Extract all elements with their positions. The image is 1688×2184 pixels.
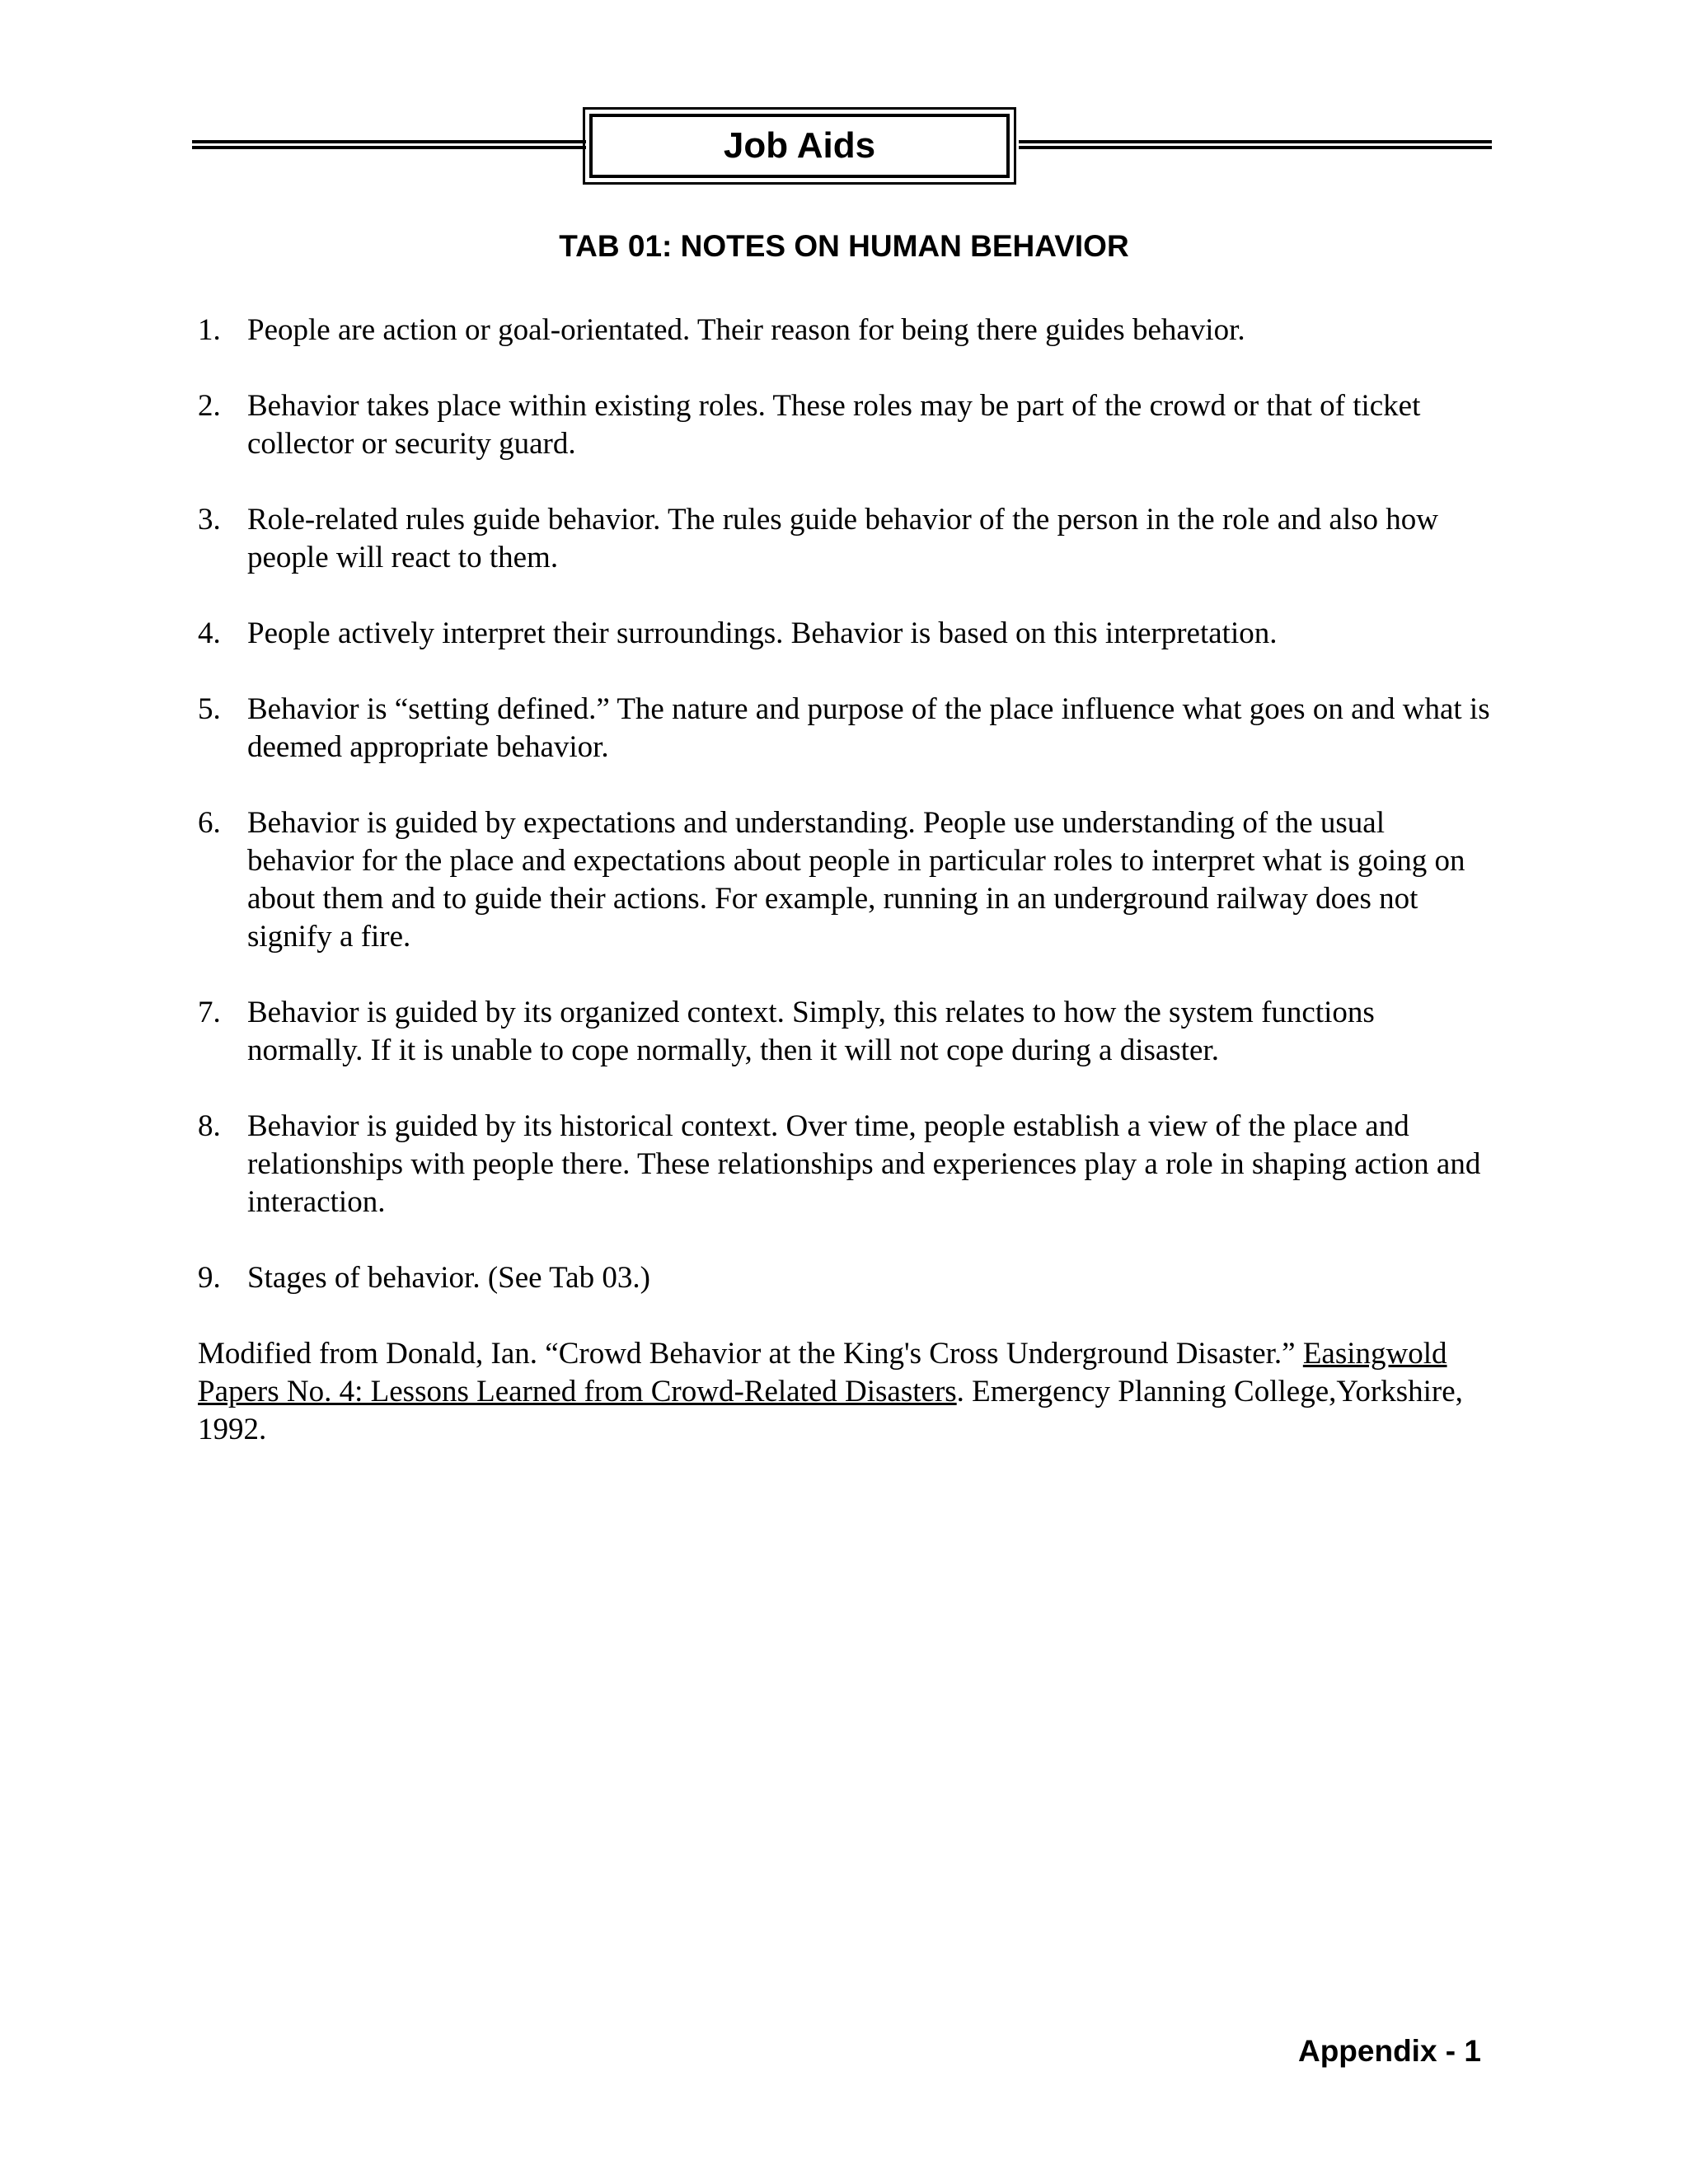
source-citation <box>198 1335 1492 1449</box>
note-text: Behavior is guided by expectations and understanding. People use understanding of the usual behavior for the place and expectations about people in particular roles to interpret what is going on about them and to guide their actions. For example, running in an underground railway does not signify a fire. <box>247 806 1465 954</box>
note-number: 9. <box>198 1261 221 1295</box>
note-text: Role-related rules guide behavior. The rules guide behavior of the person in the role and also how people will react to them. <box>247 503 1438 574</box>
note-text: Behavior is guided by its organized context. Simply, this relates to how the system functions normally. If it is unable to cope normally, then it will not cope during a disaster. <box>247 996 1375 1067</box>
citation-publication-title: Easingwold Papers No. 4: Lessons Learned from Crowd-Related Disasters <box>198 1337 1447 1408</box>
note-number: 8. <box>198 1109 221 1143</box>
note-text: People actively interpret their surroundings. Behavior is based on this interpretation. <box>247 616 1278 650</box>
note-number: 7. <box>198 996 221 1029</box>
banner-title: Job Aids <box>589 114 1010 178</box>
note-text: Behavior is guided by its historical context. Over time, people establish a view of the place and relationships with people there. These relationships and experiences play a role in shaping action and interaction. <box>247 1109 1481 1219</box>
note-item <box>198 615 1492 653</box>
note-item <box>198 691 1492 766</box>
job-aids-banner <box>192 107 1492 188</box>
note-text: People are action or goal-orientated. Their reason for being there guides behavior. <box>247 313 1245 347</box>
banner-left-rule <box>192 140 586 149</box>
citation-prefix: Modified from Donald, Ian. “Crowd Behavior at the King's Cross Underground Disaster.” <box>198 1337 1303 1371</box>
note-number: 3. <box>198 503 221 537</box>
note-text: Behavior is “setting defined.” The nature and purpose of the place influence what goes on and what is deemed appropriate behavior. <box>247 692 1490 764</box>
note-item <box>198 1108 1492 1221</box>
note-number: 2. <box>198 389 221 423</box>
citation-suffix: . Emergency Planning College,Yorkshire, 1992. <box>198 1375 1463 1446</box>
note-number: 6. <box>198 806 221 840</box>
note-item <box>198 804 1492 956</box>
banner-title-box <box>583 107 1016 185</box>
tab-title: TAB 01: NOTES ON HUMAN BEHAVIOR <box>559 229 1129 263</box>
note-number: 1. <box>198 313 221 347</box>
notes-list <box>198 312 1492 1297</box>
note-text: Behavior takes place within existing roles. These roles may be part of the crowd or that of ticket collector or security guard. <box>247 389 1421 461</box>
note-item <box>198 1259 1492 1297</box>
note-number: 4. <box>198 616 221 650</box>
note-item <box>198 387 1492 463</box>
note-number: 5. <box>198 692 221 726</box>
note-item <box>198 994 1492 1070</box>
banner-right-rule <box>1019 140 1492 149</box>
note-item <box>198 501 1492 577</box>
page-number: Appendix - 1 <box>1297 2034 1481 2068</box>
document-body <box>198 312 1492 1449</box>
note-text: Stages of behavior. (See Tab 03.) <box>247 1261 650 1295</box>
note-item <box>198 312 1492 349</box>
